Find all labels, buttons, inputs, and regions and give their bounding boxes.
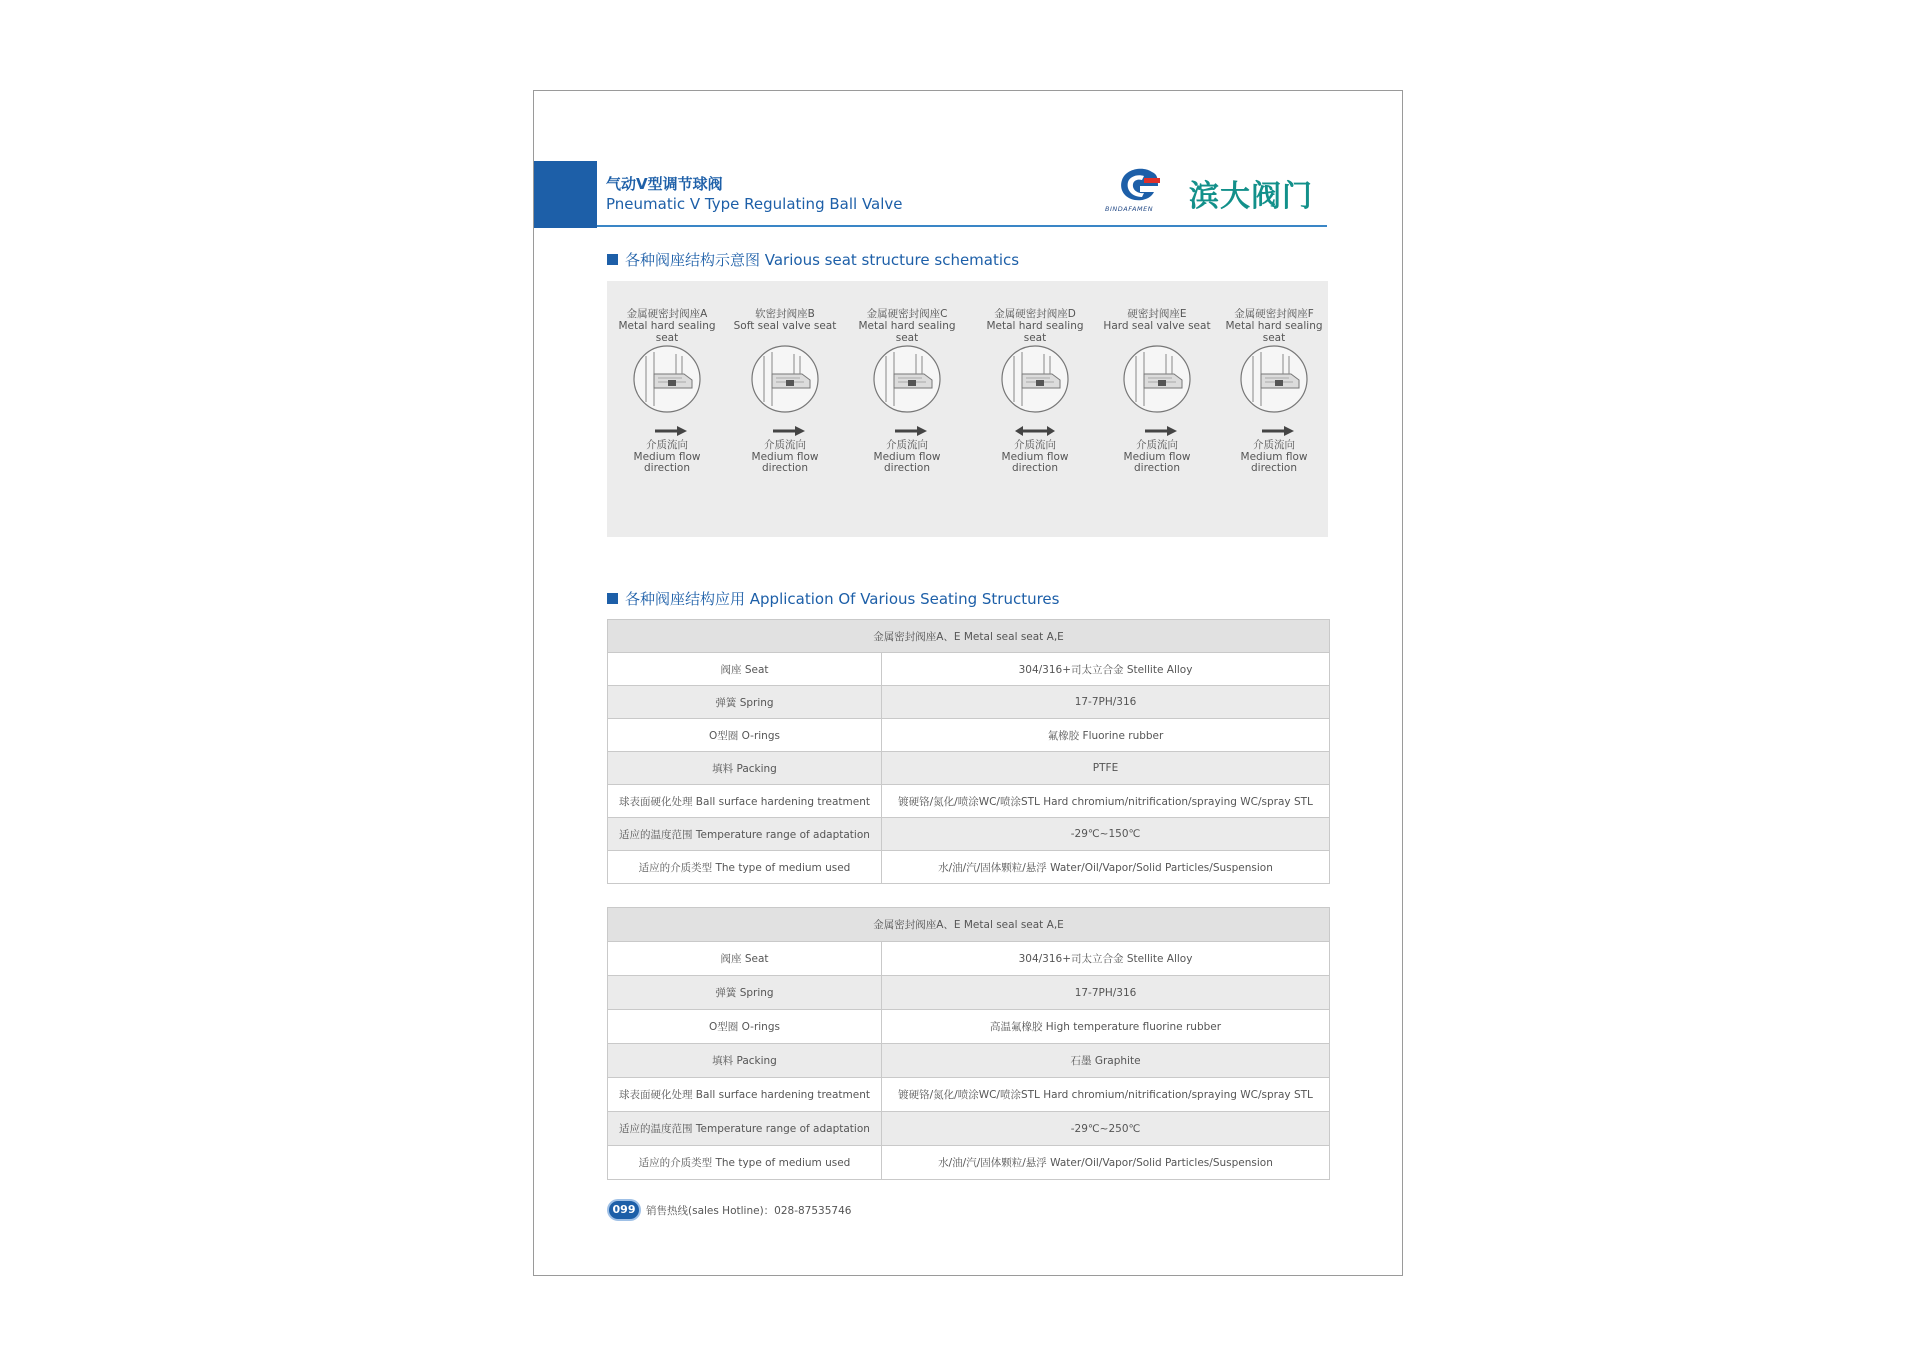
seat-label xyxy=(1101,308,1213,344)
flow-label-cn: 介质流向 xyxy=(1014,439,1056,451)
table-header-cell: 金属密封阀座A、E Metal seal seat A,E xyxy=(608,908,1330,942)
seat-label-en: Metal hard sealing seat xyxy=(1225,320,1323,344)
table-header-row xyxy=(608,908,1330,942)
flow-direction-label xyxy=(1101,440,1213,475)
property-value-cell: -29℃~150℃ xyxy=(882,818,1330,851)
table-row xyxy=(608,1146,1330,1180)
seat-label-en: Metal hard sealing seat xyxy=(858,320,956,344)
property-value-cell: 镀硬铬/氮化/喷涂WC/喷涂STL Hard chromium/nitrification/spraying WC/spray STL xyxy=(882,1078,1330,1112)
spec-table-2 xyxy=(607,907,1330,1180)
property-value-cell: 304/316+司太立合金 Stellite Alloy xyxy=(882,653,1330,686)
property-name-cell: 球表面硬化处理 Ball surface hardening treatment xyxy=(608,1078,882,1112)
seat-label xyxy=(729,308,841,344)
section-title-text: 各种阀座结构应用 Application Of Various Seating Structures xyxy=(625,590,1060,608)
property-value-cell: 17-7PH/316 xyxy=(882,976,1330,1010)
property-value-cell: 水/油/汽/固体颗粒/悬浮 Water/Oil/Vapor/Solid Particles/Suspension xyxy=(882,851,1330,884)
brand-logo-icon xyxy=(1114,166,1164,206)
page-number-badge: 099 xyxy=(607,1199,641,1221)
table-row xyxy=(608,653,1330,686)
property-name-cell: 球表面硬化处理 Ball surface hardening treatment xyxy=(608,785,882,818)
seat-detail-circle-icon xyxy=(1239,344,1309,414)
header-divider xyxy=(597,225,1327,227)
seat-detail-circle-icon xyxy=(1000,344,1070,414)
table-row xyxy=(608,719,1330,752)
flow-direction-label xyxy=(851,440,963,475)
seat-label xyxy=(1218,308,1330,344)
property-value-cell: 304/316+司太立合金 Stellite Alloy xyxy=(882,942,1330,976)
seat-label-cn: 金属硬密封阀座D xyxy=(994,308,1076,320)
section-title-schematics xyxy=(607,249,1019,270)
flow-label-cn: 介质流向 xyxy=(646,439,688,451)
property-name-cell: 填料 Packing xyxy=(608,1044,882,1078)
property-name-cell: O型圈 O-rings xyxy=(608,719,882,752)
brand-name: 滨大阀门 xyxy=(1189,179,1313,214)
property-value-cell: 水/油/汽/固体颗粒/悬浮 Water/Oil/Vapor/Solid Particles/Suspension xyxy=(882,1146,1330,1180)
flow-label-en: Medium flow direction xyxy=(1001,450,1069,474)
table-row xyxy=(608,818,1330,851)
seat-schematic xyxy=(1218,308,1330,475)
seat-schematic xyxy=(611,308,723,475)
flow-label-en: Medium flow direction xyxy=(751,450,819,474)
table-row xyxy=(608,686,1330,719)
flow-label-cn: 介质流向 xyxy=(1253,439,1295,451)
seat-label-en: Metal hard sealing seat xyxy=(618,320,716,344)
flow-label-cn: 介质流向 xyxy=(1136,439,1178,451)
table-row xyxy=(608,1078,1330,1112)
table-row xyxy=(608,752,1330,785)
table-row xyxy=(608,1112,1330,1146)
bullet-square-icon xyxy=(607,254,618,265)
flow-label-en: Medium flow direction xyxy=(873,450,941,474)
flow-direction-label xyxy=(1218,440,1330,475)
seat-label-cn: 硬密封阀座E xyxy=(1127,308,1187,320)
arrow-right-icon xyxy=(887,426,927,436)
property-name-cell: 弹簧 Spring xyxy=(608,976,882,1010)
seat-schematics-panel xyxy=(607,281,1328,537)
flow-label-en: Medium flow direction xyxy=(1123,450,1191,474)
table-row xyxy=(608,851,1330,884)
flow-direction-label xyxy=(611,440,723,475)
double-arrow-icon xyxy=(1015,426,1055,436)
seat-label xyxy=(979,308,1091,344)
sales-hotline: 销售热线(sales Hotline)：028-87535746 xyxy=(646,1205,852,1217)
property-name-cell: 适应的温度范围 Temperature range of adaptation xyxy=(608,818,882,851)
table-row xyxy=(608,1044,1330,1078)
seat-label xyxy=(611,308,723,344)
seat-schematic xyxy=(1101,308,1213,475)
section-title-applications xyxy=(607,588,1059,609)
property-name-cell: 弹簧 Spring xyxy=(608,686,882,719)
property-name-cell: 适应的介质类型 The type of medium used xyxy=(608,851,882,884)
seat-detail-circle-icon xyxy=(632,344,702,414)
header-accent-block xyxy=(534,161,597,228)
page-title-cn: 气动V型调节球阀 xyxy=(606,175,723,193)
flow-direction-label xyxy=(979,440,1091,475)
seat-label-en: Hard seal valve seat xyxy=(1103,320,1211,332)
table-row xyxy=(608,785,1330,818)
property-name-cell: 适应的温度范围 Temperature range of adaptation xyxy=(608,1112,882,1146)
table-header-cell: 金属密封阀座A、E Metal seal seat A,E xyxy=(608,620,1330,653)
property-value-cell: PTFE xyxy=(882,752,1330,785)
seat-detail-circle-icon xyxy=(750,344,820,414)
property-name-cell: 阀座 Seat xyxy=(608,653,882,686)
property-name-cell: 阀座 Seat xyxy=(608,942,882,976)
flow-direction-label xyxy=(729,440,841,475)
arrow-right-icon xyxy=(1137,426,1177,436)
spec-table-1 xyxy=(607,619,1330,884)
catalog-page xyxy=(533,90,1403,1276)
seat-label-cn: 金属硬密封阀座A xyxy=(626,308,708,320)
brand-logo-subtext: BINDAFAMEN xyxy=(1105,205,1154,213)
property-value-cell: 镀硬铬/氮化/喷涂WC/喷涂STL Hard chromium/nitrification/spraying WC/spray STL xyxy=(882,785,1330,818)
seat-label-cn: 金属硬密封阀座F xyxy=(1234,308,1314,320)
table-header-row xyxy=(608,620,1330,653)
seat-schematic xyxy=(851,308,963,475)
seat-label xyxy=(851,308,963,344)
property-name-cell: 适应的介质类型 The type of medium used xyxy=(608,1146,882,1180)
table-row xyxy=(608,976,1330,1010)
property-value-cell: -29℃~250℃ xyxy=(882,1112,1330,1146)
arrow-right-icon xyxy=(647,426,687,436)
flow-label-cn: 介质流向 xyxy=(886,439,928,451)
property-name-cell: O型圈 O-rings xyxy=(608,1010,882,1044)
property-value-cell: 17-7PH/316 xyxy=(882,686,1330,719)
page-title-en: Pneumatic V Type Regulating Ball Valve xyxy=(606,195,903,213)
table-row xyxy=(608,942,1330,976)
seat-schematic xyxy=(729,308,841,475)
section-title-text: 各种阀座结构示意图 Various seat structure schematics xyxy=(625,251,1020,269)
seat-label-cn: 金属硬密封阀座C xyxy=(866,308,948,320)
property-value-cell: 石墨 Graphite xyxy=(882,1044,1330,1078)
table-row xyxy=(608,1010,1330,1044)
arrow-right-icon xyxy=(765,426,805,436)
seat-label-cn: 软密封阀座B xyxy=(755,308,815,320)
seat-detail-circle-icon xyxy=(872,344,942,414)
seat-label-en: Metal hard sealing seat xyxy=(986,320,1084,344)
bullet-square-icon xyxy=(607,593,618,604)
property-name-cell: 填料 Packing xyxy=(608,752,882,785)
seat-label-en: Soft seal valve seat xyxy=(733,320,837,332)
arrow-right-icon xyxy=(1254,426,1294,436)
seat-schematic xyxy=(979,308,1091,475)
flow-label-en: Medium flow direction xyxy=(1240,450,1308,474)
property-value-cell: 高温氟橡胶 High temperature fluorine rubber xyxy=(882,1010,1330,1044)
flow-label-cn: 介质流向 xyxy=(764,439,806,451)
seat-detail-circle-icon xyxy=(1122,344,1192,414)
flow-label-en: Medium flow direction xyxy=(633,450,701,474)
property-value-cell: 氟橡胶 Fluorine rubber xyxy=(882,719,1330,752)
